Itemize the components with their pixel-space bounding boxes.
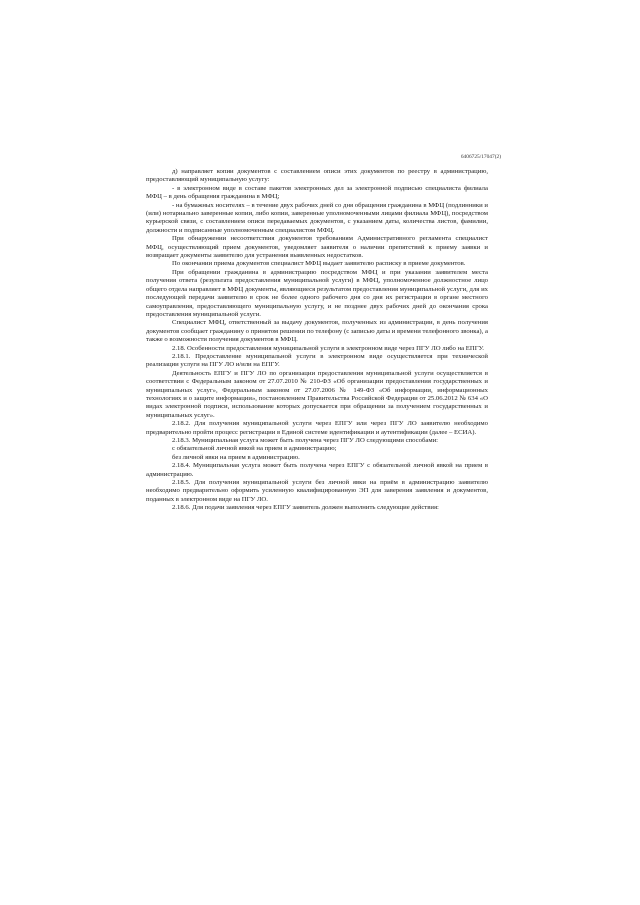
paragraph-mfc-specialist: Специалист МФЦ, ответственный за выдачу документов, полученных из администрации, в день получения документов сообщает гражданину о принятом решении по телефону (с записью даты и времени телефонного звонка), а также о возможности получения документов в МФЦ. — [146, 319, 488, 344]
paragraph-2-18-6: 2.18.6. Для подачи заявления через ЕПГУ заявитель должен выполнить следующие действия: — [172, 504, 439, 512]
paragraph-2-18-4: 2.18.4. Муниципальная услуга может быть получена через ЕПГУ с обязательной личной явкой на прием в администрацию. — [146, 462, 488, 478]
paragraph-with-visit: с обязательной личной явкой на прием в администрацию; — [172, 445, 337, 453]
paragraph-receipt: По окончании приема документов специалист МФЦ выдает заявителю расписку в приеме документов. — [172, 260, 466, 268]
paragraph-electronic: - в электронном виде в составе пакетов электронных дел за электронной подписью специалиста филиала МФЦ – в день обращения гражданина в МФЦ; — [146, 184, 488, 201]
paragraph-item-d: д) направляет копии документов с составлением описи этих документов по реестру в администрацию, предоставляющий муниципальную услугу: — [146, 168, 488, 184]
document-id: 6406725/17047(2) — [460, 154, 501, 160]
paragraph-mismatch: При обнаружении несоответствия документов требованиям Административного регламента специалист МФЦ, осуществляющий прием документов, уведомляет заявителя о наличии препятствий к приему заявки и возвращает документы заявителю для устранения выявленных недостатков. — [146, 235, 488, 260]
paragraph-2-18-2: 2.18.2. Для получения муниципальной услуги через ЕПГУ или через ПГУ ЛО заявителю необходимо предварительно пройти процесс регистрации в Единой системе идентификации и аутентификации (далее – ЕСИА). — [146, 420, 488, 436]
paragraph-activity: Деятельность ЕПГУ и ПГУ ЛО по организации предоставления муниципальной услуги осуществляется в соответствии с Федеральным законом от 27.07.2010 № 210-ФЗ «Об организации предоставления государственных и муниципальных услуг», Федеральным законом от 27.07.2006 № 149-ФЗ «Об информации, информационных технологиях и о защите информации», постановлением Правительства Российской Федерации от 25.06.2012 № 634 «О видах электронной подписи, использование которых допускается при обращении за получением государственных и муниципальных услуг». — [146, 369, 488, 419]
paragraph-mfc-request: При обращении гражданина в администрацию посредством МФЦ и при указании заявителем места получения ответа (результата предоставления муниципальной услуги) в МФЦ, уполномоченное должностное лицо общего отдела направляет в МФЦ документы, являющиеся результатом предоставления муниципальной услуги, для их последующей передачи заявителю в срок не более одного рабочего дня со дня их регистрации в органе местного самоуправления, предоставляющего муниципальную услугу, и не позднее двух рабочих дней до окончания срока предоставления муниципальной услуги. — [146, 268, 488, 318]
paragraph-without-visit: без личной явки на прием в администрацию. — [172, 453, 300, 461]
paragraph-2-18-3: 2.18.3. Муниципальная услуга может быть получена через ПГУ ЛО следующими способами: — [172, 437, 439, 444]
paragraph-2-18-5: 2.18.5. Для получения муниципальной услуги без личной явки на приём в администрацию заявителю необходимо предварительно оформить усиленную квалифицированную ЭП для заверения заявления и документов, поданных в электронном виде на ПГУ ЛО. — [146, 479, 488, 503]
paragraph-paper: - на бумажных носителях – в течение двух рабочих дней со дня обращения гражданина в МФЦ (подлинники и (или) нотариально заверенные копии, либо копии, заверенные уполномоченными лицами филиала МФЦ), посредством курьерской связи, с составлением описи передаваемых документов, с указанием даты, количества листов, фамилии, должности и подписанные уполномоченным специалистом МФЦ. — [146, 201, 488, 234]
paragraph-2-18-1: 2.18.1. Предоставление муниципальной услуги в электронном виде осуществляется при технической реализации услуги на ПГУ ЛО и/или на ЕПГУ. — [146, 352, 488, 369]
document-body — [146, 168, 488, 513]
paragraph-2-18: 2.18. Особенности предоставления муниципальной услуги в электронном виде через ПГУ ЛО либо на ЕПГУ. — [172, 344, 484, 352]
